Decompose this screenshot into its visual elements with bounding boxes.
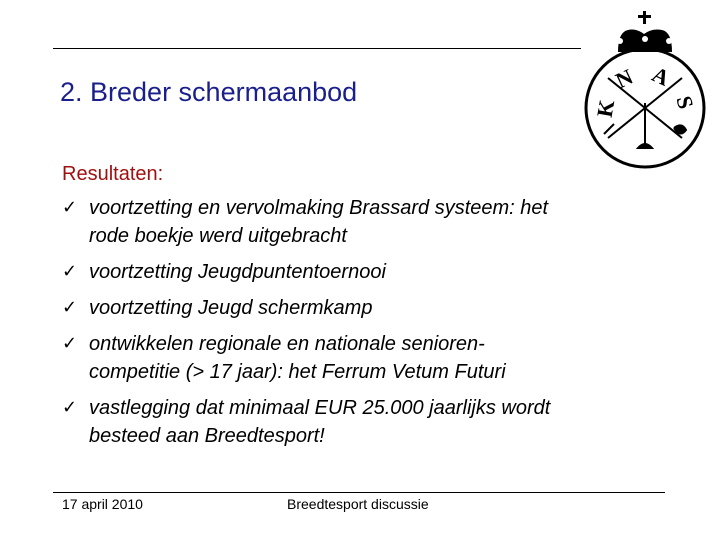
list-item xyxy=(62,194,662,250)
checkmark-icon: ✓ xyxy=(62,297,78,318)
top-divider xyxy=(53,48,581,49)
footer-date: 17 april 2010 xyxy=(62,496,143,512)
checkmark-icon: ✓ xyxy=(62,261,78,282)
footer-divider xyxy=(53,492,665,493)
list-item xyxy=(62,330,662,386)
knas-logo xyxy=(578,8,716,170)
list-item-text: vastlegging dat minimaal EUR 25.000 jaarlijks wordt xyxy=(89,397,551,419)
results-heading: Resultaten: xyxy=(62,163,164,185)
list-item-text: voortzetting en vervolmaking Brassard systeem: het xyxy=(89,197,549,219)
list-item xyxy=(62,394,662,450)
list-item-text-continued: besteed aan Breedtesport! xyxy=(89,425,325,447)
slide-title: 2. Breder schermaanbod xyxy=(60,77,358,107)
checkmark-icon: ✓ xyxy=(62,333,78,354)
list-item xyxy=(62,294,662,322)
list-item-text-continued: competitie (> 17 jaar): het Ferrum Vetum Futuri xyxy=(89,361,506,383)
logo-letter-k: K xyxy=(591,97,620,120)
checkmark-icon: ✓ xyxy=(62,197,78,218)
footer-title: Breedtesport discussie xyxy=(287,496,429,512)
crown-icon xyxy=(617,11,672,52)
logo-letter-s: S xyxy=(671,93,699,112)
results-list xyxy=(62,194,662,458)
list-item-text: ontwikkelen regionale en nationale senioren- xyxy=(89,333,485,355)
list-item-text-continued: rode boekje werd uitgebracht xyxy=(89,225,347,247)
list-item xyxy=(62,258,662,286)
logo-letter-n: N xyxy=(611,63,637,94)
checkmark-icon: ✓ xyxy=(62,397,78,418)
list-item-text: voortzetting Jeugd schermkamp xyxy=(89,297,373,319)
logo-letter-a: A xyxy=(648,61,674,91)
list-item-text: voortzetting Jeugdpuntentoernooi xyxy=(89,261,386,283)
